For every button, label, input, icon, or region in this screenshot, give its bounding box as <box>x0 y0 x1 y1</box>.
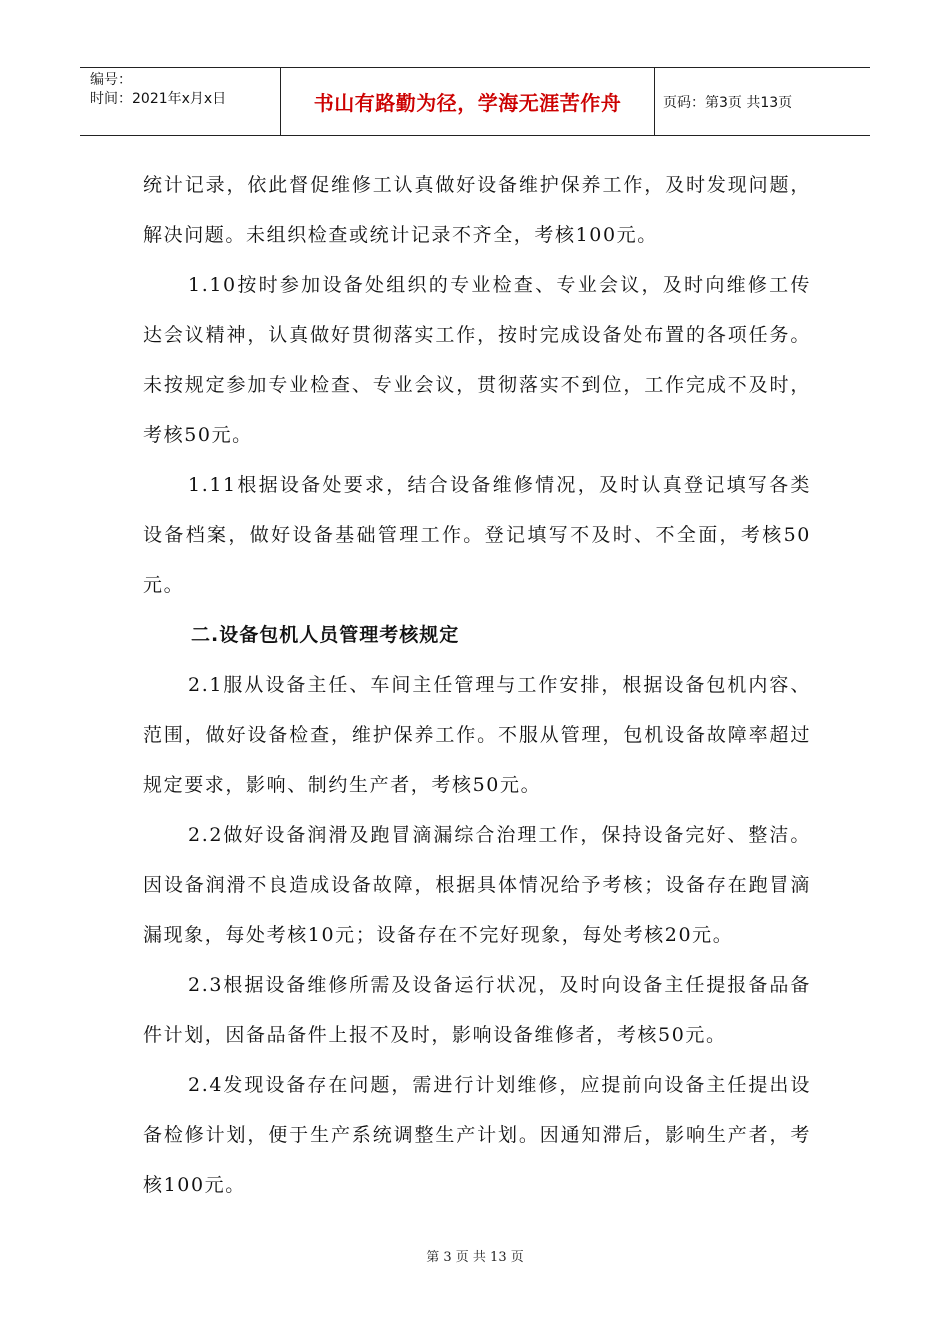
paragraph-2-4: 2.4发现设备存在问题，需进行计划维修，应提前向设备主任提出设备检修计划，便于生产系统调整生产计划。因通知滞后，影响生产者，考核100元。 <box>143 1074 811 1196</box>
page-footer: 第 3 页 共 13 页 <box>426 1250 524 1265</box>
document-time-label: 时间：2021年x月x日 <box>90 91 227 107</box>
section-title: 二.设备包机人员管理考核规定 <box>191 624 460 646</box>
header-motto: 书山有路勤为径，学海无涯苦作舟 <box>281 68 655 135</box>
document-body <box>143 160 811 1210</box>
header-meta <box>80 68 281 135</box>
header-page-info: 页码：第3页 共13页 <box>663 94 793 111</box>
paragraph-2-1: 2.1服从设备主任、车间主任管理与工作安排，根据设备包机内容、范围，做好设备检查，维护保养工作。不服从管理，包机设备故障率超过规定要求，影响、制约生产者，考核50元。 <box>143 674 811 796</box>
page-header <box>80 67 870 136</box>
paragraph-1-11: 1.11根据设备处要求，结合设备维修情况，及时认真登记填写各类设备档案，做好设备基础管理工作。登记填写不及时、不全面，考核50元。 <box>143 474 811 596</box>
paragraph-2-2: 2.2做好设备润滑及跑冒滴漏综合治理工作，保持设备完好、整洁。因设备润滑不良造成设备故障，根据具体情况给予考核；设备存在跑冒滴漏现象，每处考核10元；设备存在不完好现象，每处考核20元。 <box>143 824 811 946</box>
document-number-label: 编号： <box>90 72 132 88</box>
paragraph-continuation: 统计记录，依此督促维修工认真做好设备维护保养工作，及时发现问题，解决问题。未组织检查或统计记录不齐全，考核100元。 <box>143 174 811 246</box>
paragraph-1-10: 1.10按时参加设备处组织的专业检查、专业会议，及时向维修工传达会议精神，认真做好贯彻落实工作，按时完成设备处布置的各项任务。未按规定参加专业检查、专业会议，贯彻落实不到位，工作完成不及时，考核50元。 <box>143 274 811 446</box>
paragraph-2-3: 2.3根据设备维修所需及设备运行状况，及时向设备主任提报备品备件计划，因备品备件上报不及时，影响设备维修者，考核50元。 <box>143 974 811 1046</box>
